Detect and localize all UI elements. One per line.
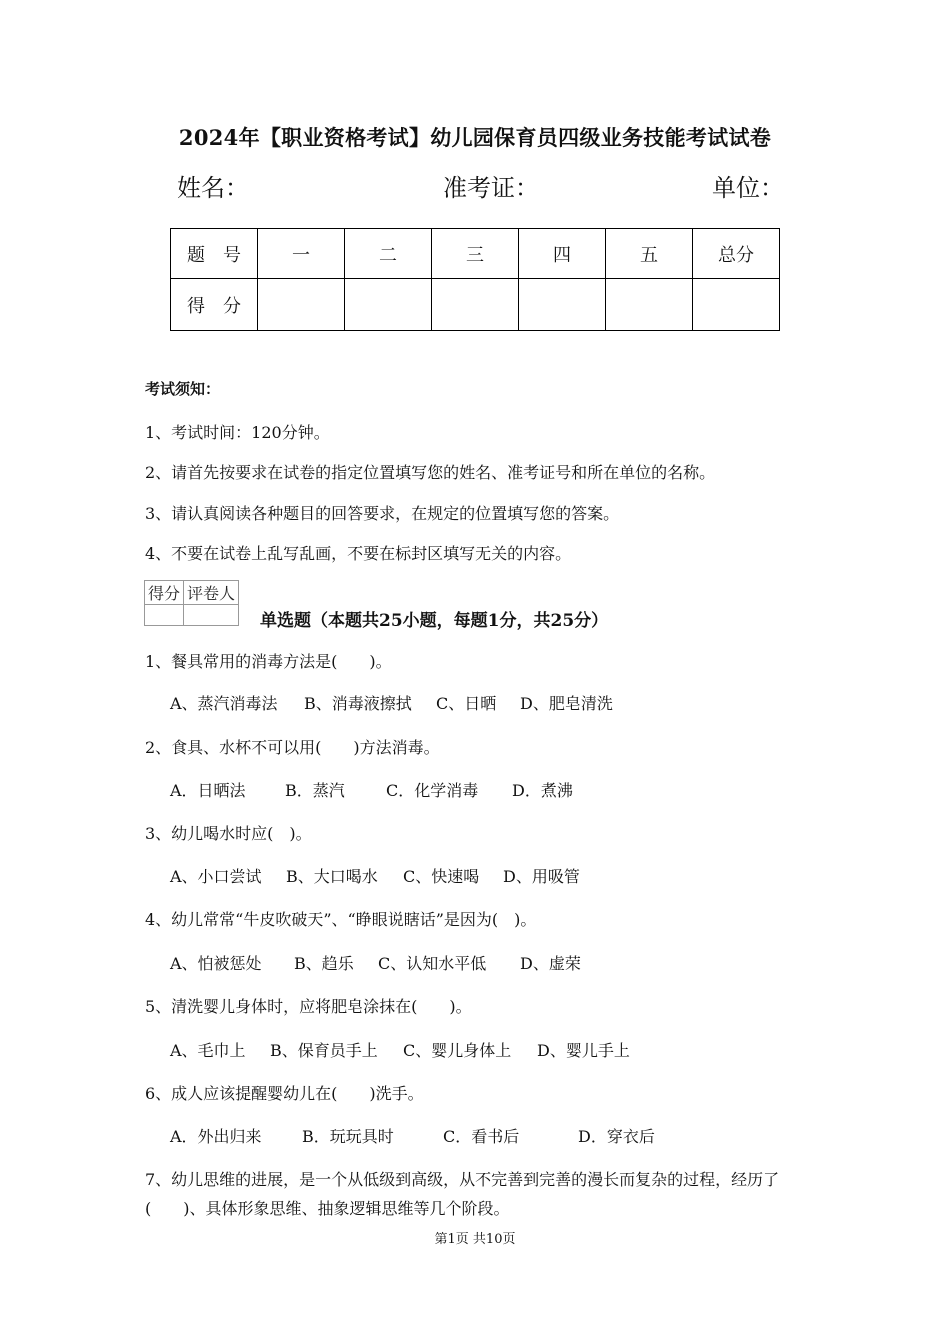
notice-item: 3、请认真阅读各种题目的回答要求，在规定的位置填写您的答案。 (145, 504, 620, 523)
option[interactable]: B、大口喝水 (286, 867, 378, 886)
option[interactable]: A、蒸汽消毒法 (170, 694, 278, 713)
unit-label: 单位： (712, 174, 784, 202)
score-header-cell: 总分 (693, 229, 780, 279)
score-input-cell[interactable] (606, 279, 693, 331)
section-title: 单选题（本题共25小题，每题1分，共25分） (260, 611, 609, 631)
option[interactable]: A．日晒法 (170, 781, 246, 800)
option[interactable]: D、虚荣 (520, 954, 581, 973)
grader-score-cell[interactable] (145, 605, 184, 626)
grader-reviewer-label: 评卷人 (184, 581, 239, 605)
notice-item: 4、不要在试卷上乱写乱画，不要在标封区填写无关的内容。 (145, 544, 572, 563)
option[interactable]: C、认知水平低 (378, 954, 487, 973)
option[interactable]: D．穿衣后 (578, 1127, 655, 1146)
score-header-cell: 四 (519, 229, 606, 279)
option[interactable]: B、消毒液擦拭 (304, 694, 412, 713)
option[interactable]: C、婴儿身体上 (403, 1041, 512, 1060)
score-row-label: 得 分 (171, 279, 258, 331)
notice-item: 2、请首先按要求在试卷的指定位置填写您的姓名、准考证号和所在单位的名称。 (145, 463, 716, 482)
exam-title: 2024年【职业资格考试】幼儿园保育员四级业务技能考试试卷 (178, 125, 772, 150)
question-text-continued: ( )、具体形象思维、抽象逻辑思维等几个阶段。 (145, 1199, 510, 1218)
question-text: 4、幼儿常常“牛皮吹破天”、“睁眼说瞎话”是因为( )。 (145, 910, 537, 929)
option[interactable]: C、快速喝 (403, 867, 480, 886)
score-header-cell: 五 (606, 229, 693, 279)
notice-item: 1、考试时间：120分钟。 (145, 423, 330, 442)
option[interactable]: B．蒸汽 (285, 781, 345, 800)
option[interactable]: D、肥皂清洗 (520, 694, 613, 713)
grader-reviewer-cell[interactable] (184, 605, 239, 626)
score-table (170, 228, 780, 331)
question-text: 6、成人应该提醒婴幼儿在( )洗手。 (145, 1084, 424, 1103)
score-input-cell[interactable] (345, 279, 432, 331)
option[interactable]: A、小口尝试 (170, 867, 262, 886)
option[interactable]: A、怕被惩处 (170, 954, 262, 973)
option[interactable]: C．化学消毒 (386, 781, 479, 800)
score-header-cell: 三 (432, 229, 519, 279)
ticket-number-label: 准考证： (443, 174, 539, 202)
score-input-cell[interactable] (693, 279, 780, 331)
score-table-score-row (171, 279, 780, 331)
question-text: 5、清洗婴儿身体时，应将肥皂涂抹在( )。 (145, 997, 472, 1016)
option[interactable]: D、用吸管 (503, 867, 580, 886)
score-input-cell[interactable] (519, 279, 606, 331)
grader-box (144, 580, 239, 626)
score-input-cell[interactable] (258, 279, 345, 331)
score-header-cell: 一 (258, 229, 345, 279)
score-table-header-row (171, 229, 780, 279)
option[interactable]: B、保育员手上 (270, 1041, 378, 1060)
option[interactable]: D、婴儿手上 (537, 1041, 630, 1060)
option[interactable]: B．玩玩具时 (302, 1127, 394, 1146)
option[interactable]: D．煮沸 (512, 781, 573, 800)
grader-score-label: 得分 (145, 581, 184, 605)
option[interactable]: C、日晒 (436, 694, 497, 713)
score-header-cell: 二 (345, 229, 432, 279)
notice-title: 考试须知： (145, 380, 221, 398)
question-text: 3、幼儿喝水时应( )。 (145, 824, 312, 843)
option[interactable]: A、毛巾上 (170, 1041, 246, 1060)
page-footer: 第1页 共10页 (434, 1232, 516, 1247)
score-header-cell: 题 号 (171, 229, 258, 279)
question-text: 2、食具、水杯不可以用( )方法消毒。 (145, 738, 440, 757)
question-text: 1、餐具常用的消毒方法是( )。 (145, 652, 392, 671)
question-text: 7、幼儿思维的进展，是一个从低级到高级，从不完善到完善的漫长而复杂的过程，经历了 (145, 1170, 780, 1189)
option[interactable]: C．看书后 (443, 1127, 520, 1146)
option[interactable]: A．外出归来 (170, 1127, 262, 1146)
option[interactable]: B、趋乐 (294, 954, 354, 973)
score-input-cell[interactable] (432, 279, 519, 331)
name-label: 姓名： (177, 174, 249, 202)
